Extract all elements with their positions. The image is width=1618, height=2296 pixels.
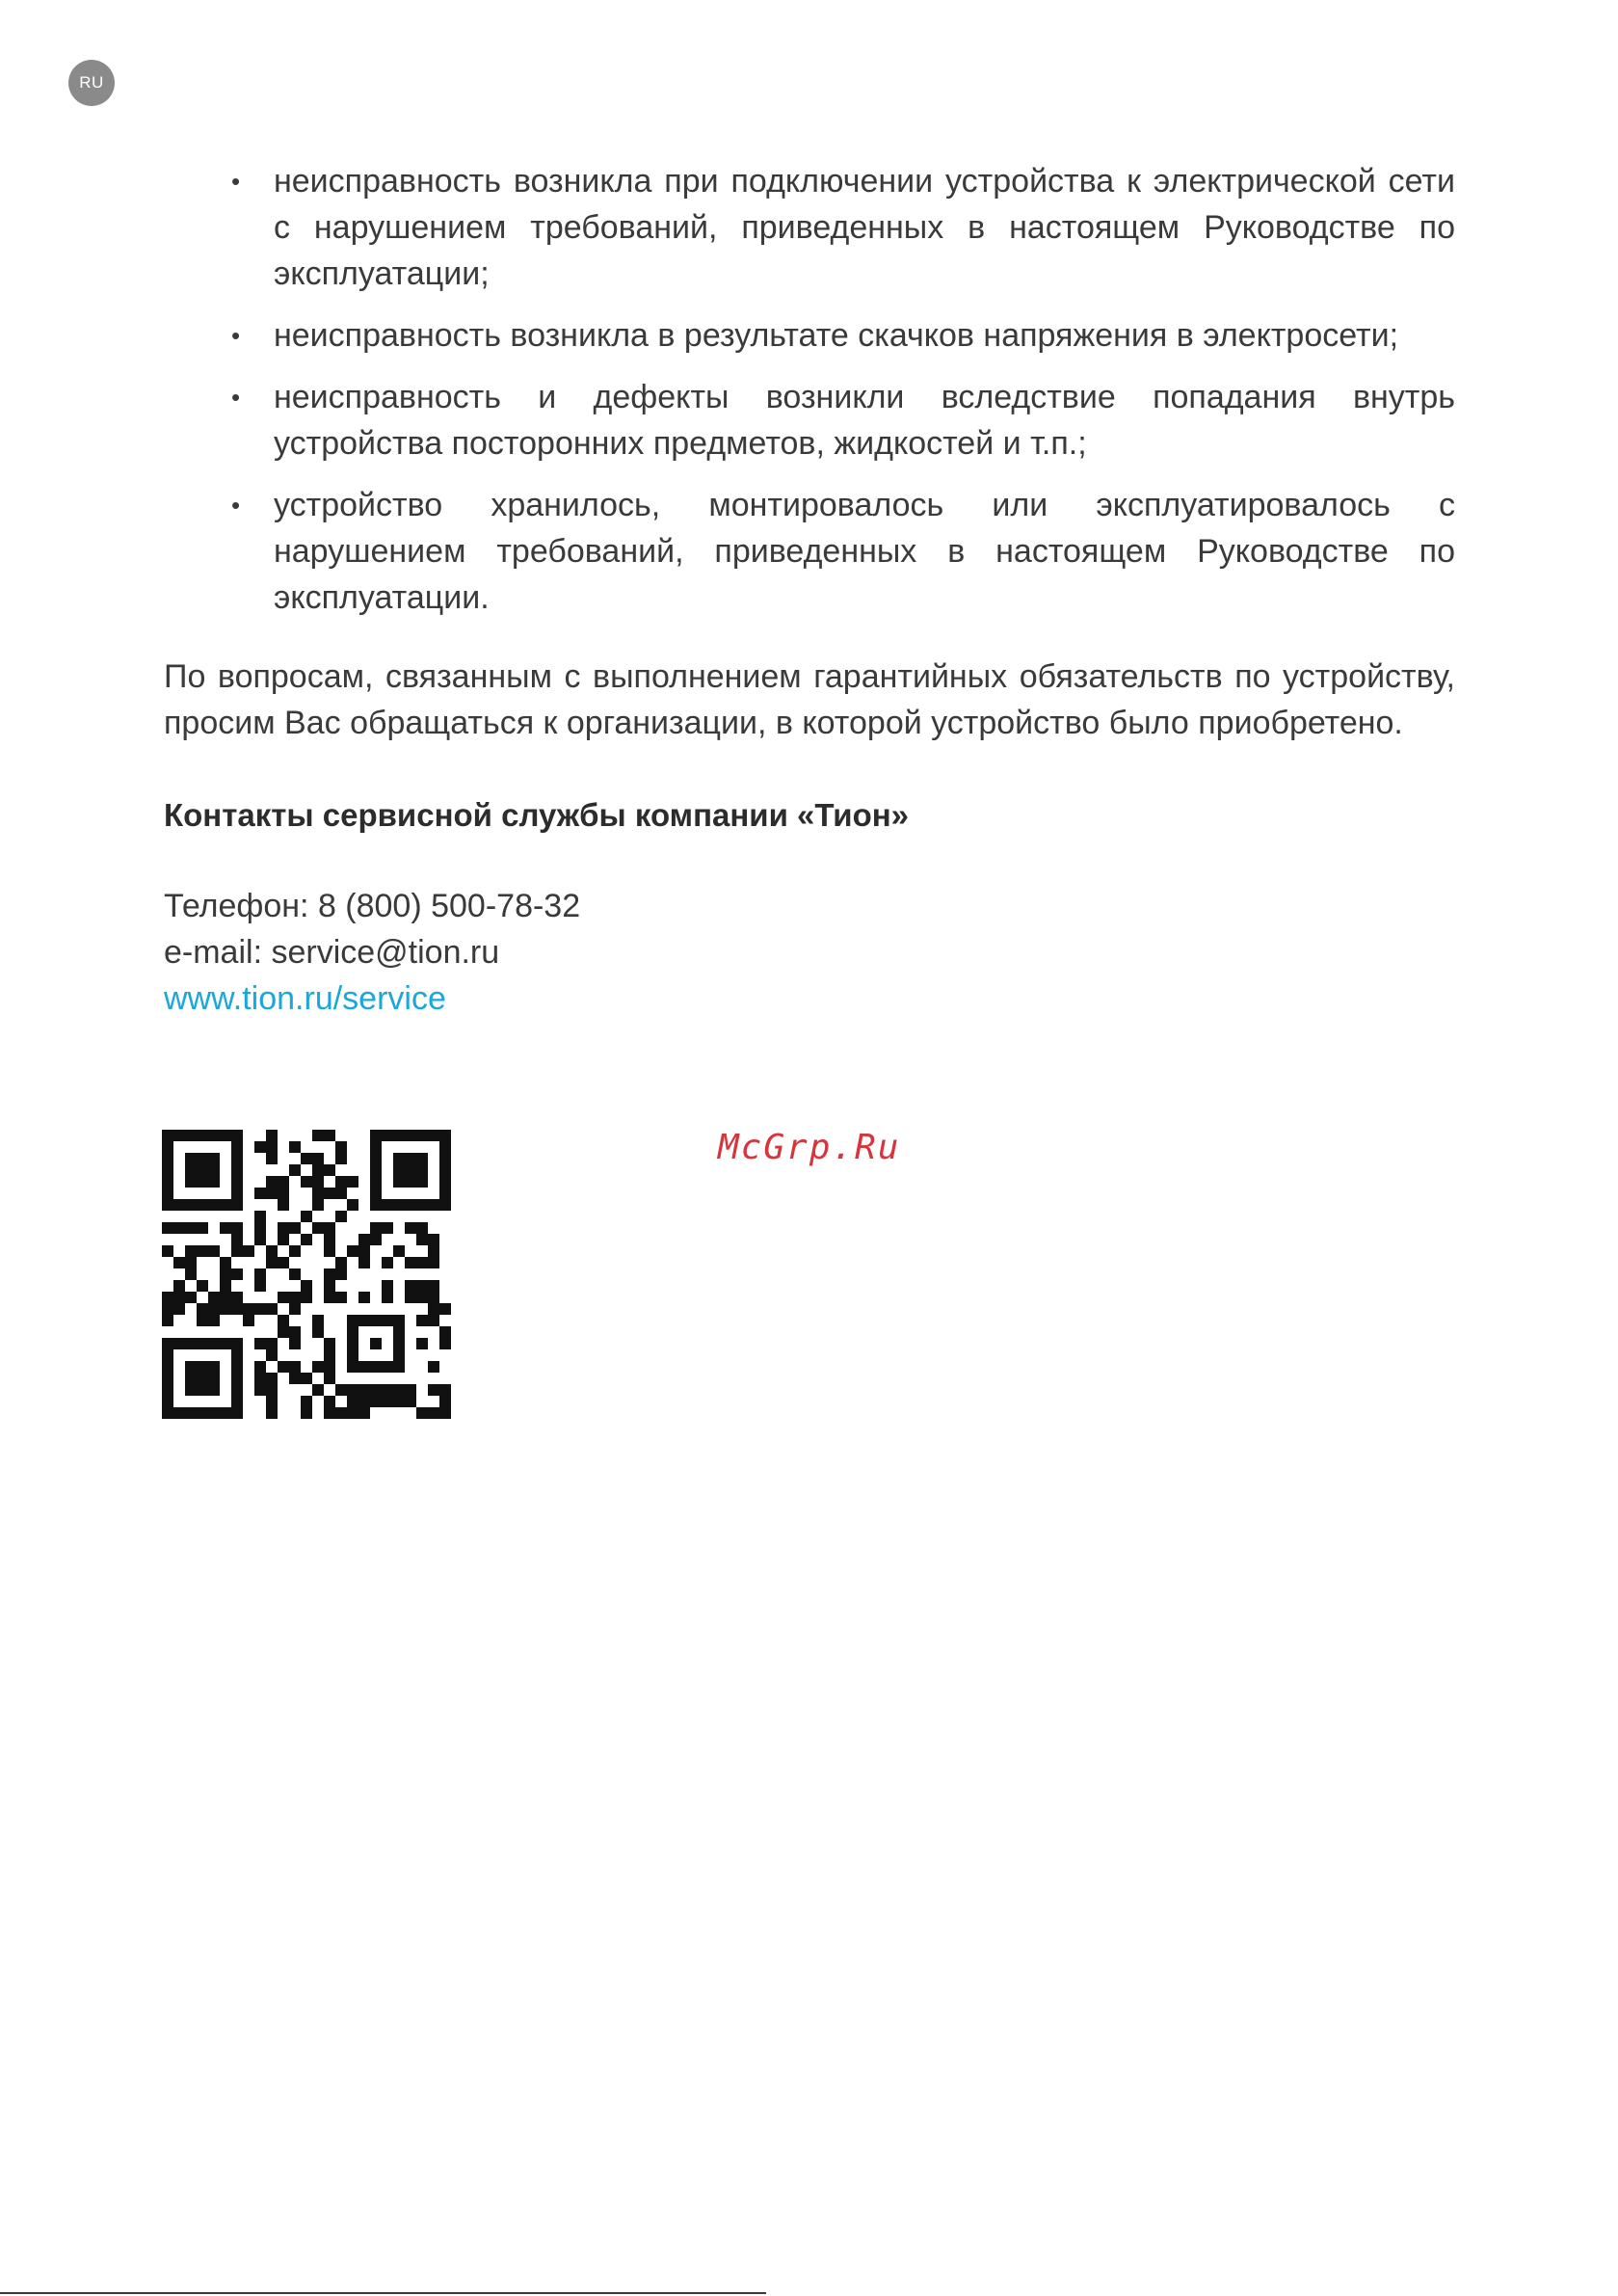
contacts-heading: Контакты сервисной службы компании «Тион» — [164, 797, 910, 833]
qr-code-icon — [162, 1130, 451, 1419]
phone-text: Телефон: 8 (800) 500-78-32 — [164, 888, 581, 924]
bullet-icon: • — [231, 321, 241, 350]
list-item — [231, 312, 1455, 359]
bullet-icon: • — [231, 491, 241, 520]
list-item-text: устройство хранилось, монтировалось или эксплуатировалось с нарушением требований, приведенных в настоящем Руководстве по эксплуатации. — [274, 487, 1455, 616]
list-item-text: неисправность и дефекты возникли вследствие попадания внутрь устройства посторонних предметов, жидкостей и т.п.; — [274, 379, 1455, 462]
list-item — [231, 482, 1455, 621]
bullet-icon: • — [231, 167, 241, 196]
list-item-text: неисправность возникла в результате скачков напряжения в электросети; — [274, 317, 1399, 354]
watermark: McGrp.Ru — [718, 1128, 901, 1167]
bullet-icon: • — [231, 383, 241, 412]
language-badge: RU — [68, 60, 115, 106]
email-text: e-mail: service@tion.ru — [164, 934, 500, 971]
warranty-exclusions-list — [164, 158, 1455, 621]
list-item — [231, 158, 1455, 297]
page-content — [164, 158, 1455, 1022]
service-website-link[interactable]: www.tion.ru/service — [164, 980, 446, 1017]
contacts-block — [164, 883, 1455, 1022]
list-item — [231, 374, 1455, 467]
list-item-text: неисправность возникла при подключении устройства к электрической сети с нарушением требований, приведенных в настоящем Руководстве по эксплуатации; — [274, 163, 1455, 292]
footer-divider — [0, 2292, 766, 2294]
warranty-paragraph: По вопросам, связанным с выполнением гарантийных обязательств по устройству, просим Вас обращаться к организации, в которой устройство было приобретено. — [164, 658, 1455, 741]
